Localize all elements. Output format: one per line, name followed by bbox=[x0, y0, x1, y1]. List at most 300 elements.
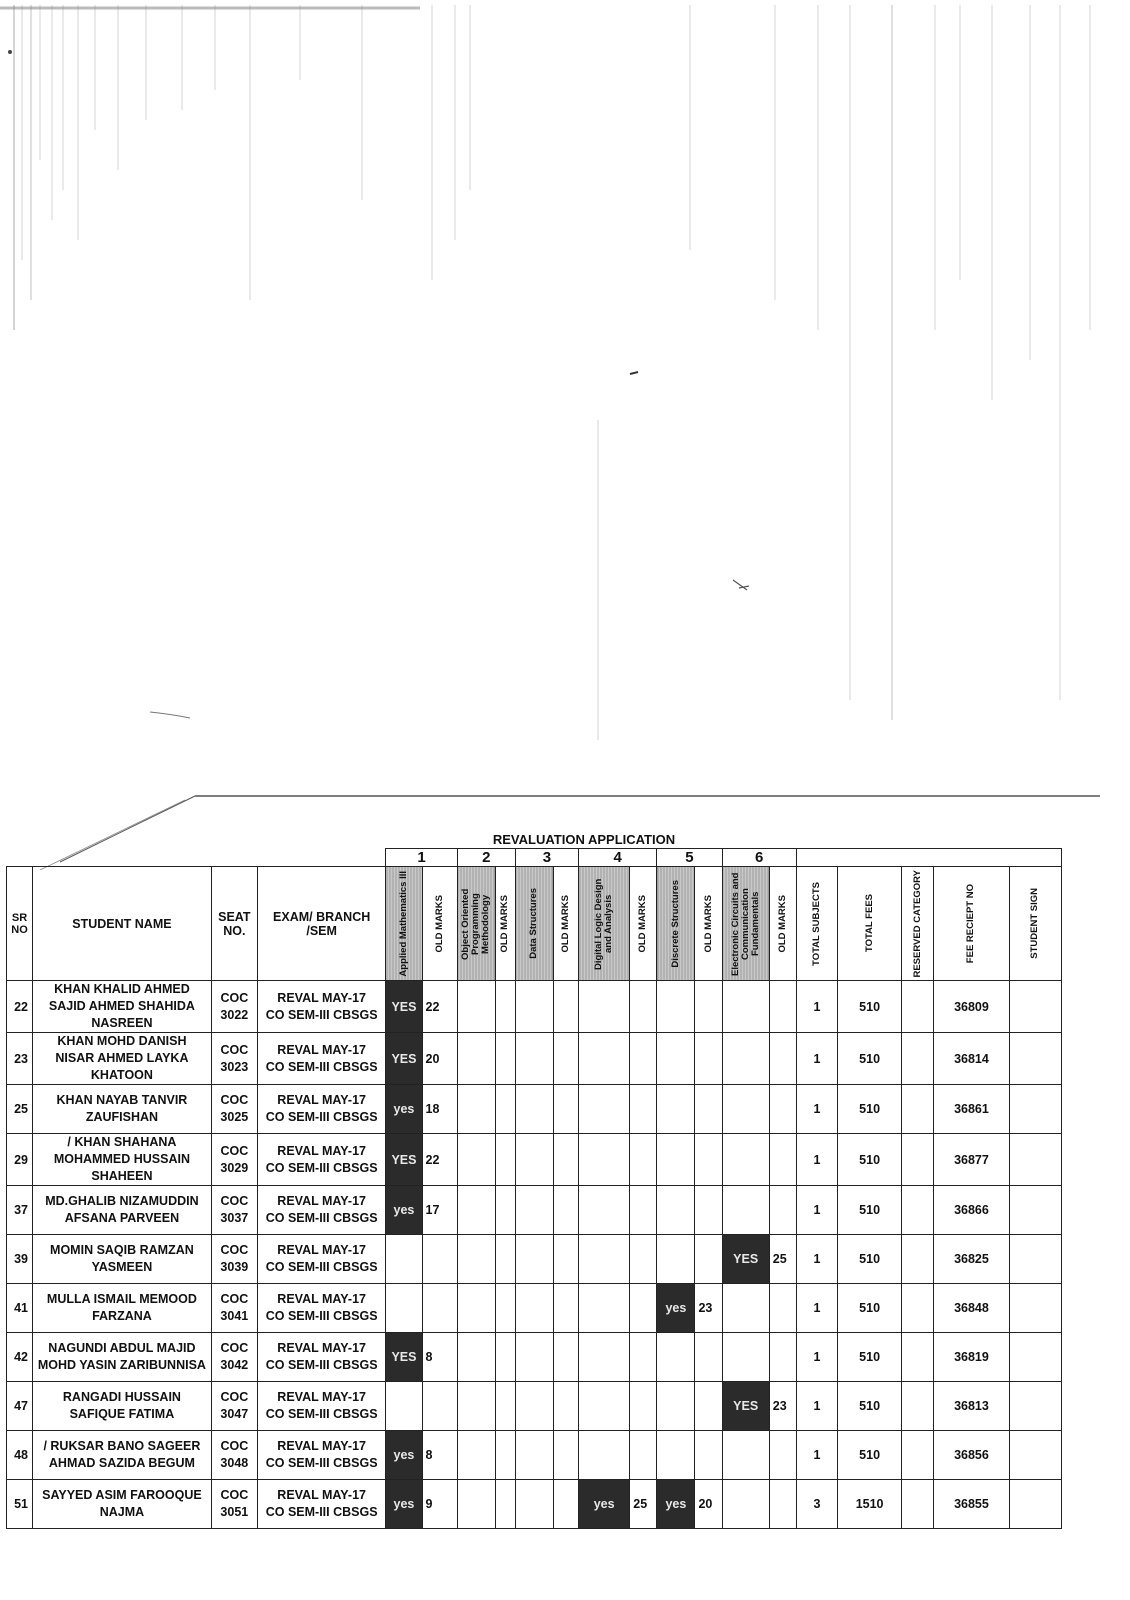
total-subjects: 3 bbox=[796, 1480, 837, 1529]
fee-receipt-no: 36825 bbox=[934, 1235, 1009, 1284]
subject-4-old-marks bbox=[630, 1033, 657, 1085]
seat-no bbox=[211, 1382, 257, 1431]
subject-3-applied bbox=[515, 1480, 553, 1529]
subject-1-old-marks: 8 bbox=[422, 1431, 457, 1480]
fee-receipt-no: 36877 bbox=[934, 1134, 1009, 1186]
seat-no bbox=[211, 1333, 257, 1382]
student-name-line: NASREEN bbox=[91, 1016, 153, 1030]
fee-receipt-no: 36814 bbox=[934, 1033, 1009, 1085]
student-sign bbox=[1009, 1480, 1061, 1529]
reserved-category bbox=[902, 1134, 934, 1186]
student-name-line: KHATOON bbox=[90, 1068, 153, 1082]
exam-line: CO SEM-III CBSGS bbox=[265, 1260, 378, 1274]
student-name bbox=[33, 981, 212, 1033]
revaluation-table bbox=[6, 848, 1062, 1529]
sr-no: 47 bbox=[7, 1382, 33, 1431]
header-old-marks: OLD MARKS bbox=[495, 867, 515, 981]
subject-1-applied: YES bbox=[386, 1033, 422, 1085]
seat-no bbox=[211, 1235, 257, 1284]
total-subjects: 1 bbox=[796, 1333, 837, 1382]
subject-2-applied bbox=[457, 1235, 495, 1284]
student-sign bbox=[1009, 1235, 1061, 1284]
exam-line: CO SEM-III CBSGS bbox=[265, 1505, 378, 1519]
subject-4-applied bbox=[579, 1431, 630, 1480]
subject-4-applied bbox=[579, 1033, 630, 1085]
exam-line: REVAL MAY-17 bbox=[277, 1143, 366, 1158]
subject-1-applied: yes bbox=[386, 1431, 422, 1480]
fee-receipt-no: 36819 bbox=[934, 1333, 1009, 1382]
exam-line: CO SEM-III CBSGS bbox=[265, 1309, 378, 1323]
subject-5-applied: yes bbox=[657, 1480, 695, 1529]
exam-line: REVAL MAY-17 bbox=[277, 1042, 366, 1057]
exam-line: CO SEM-III CBSGS bbox=[265, 1160, 378, 1175]
table-row bbox=[7, 1480, 1062, 1529]
total-fees: 510 bbox=[837, 1033, 901, 1085]
student-name bbox=[33, 1134, 212, 1186]
subject-5-applied bbox=[657, 981, 695, 1033]
header-subject-3: Data Structures bbox=[515, 867, 553, 981]
subject-2-old-marks bbox=[495, 1431, 515, 1480]
subject-4-old-marks bbox=[630, 1134, 657, 1186]
exam-line: REVAL MAY-17 bbox=[277, 990, 366, 1005]
seat-no bbox=[211, 1284, 257, 1333]
total-fees: 510 bbox=[837, 1085, 901, 1134]
seat-no-line: 3039 bbox=[220, 1260, 249, 1274]
subject-3-applied bbox=[515, 1186, 553, 1235]
subject-number: 1 bbox=[386, 849, 457, 867]
subject-6-old-marks: 23 bbox=[769, 1382, 796, 1431]
subject-6-old-marks bbox=[769, 1033, 796, 1085]
exam-line: CO SEM-III CBSGS bbox=[265, 1407, 378, 1421]
seat-no-line: COC bbox=[220, 1488, 249, 1502]
student-name bbox=[33, 1235, 212, 1284]
subject-6-old-marks bbox=[769, 1284, 796, 1333]
total-subjects: 1 bbox=[796, 981, 837, 1033]
subject-1-old-marks bbox=[422, 1235, 457, 1284]
subject-1-old-marks: 20 bbox=[422, 1033, 457, 1085]
seat-no-line: 3042 bbox=[220, 1358, 249, 1372]
subject-4-applied bbox=[579, 1284, 630, 1333]
subject-3-old-marks bbox=[553, 1382, 578, 1431]
subject-1-old-marks: 22 bbox=[422, 981, 457, 1033]
exam-branch-sem bbox=[257, 1134, 385, 1186]
student-sign bbox=[1009, 1134, 1061, 1186]
seat-no-line: COC bbox=[220, 1093, 249, 1107]
table-row bbox=[7, 1085, 1062, 1134]
student-name-line: NAGUNDI ABDUL MAJID bbox=[48, 1341, 196, 1355]
student-sign bbox=[1009, 1284, 1061, 1333]
subject-1-applied: YES bbox=[386, 981, 422, 1033]
exam-line: CO SEM-III CBSGS bbox=[265, 1110, 378, 1124]
subject-4-applied bbox=[579, 1085, 630, 1134]
table-row bbox=[7, 1033, 1062, 1085]
student-name-line: SAJID AHMED SHAHIDA bbox=[48, 999, 195, 1013]
subject-3-applied bbox=[515, 1333, 553, 1382]
total-fees: 1510 bbox=[837, 1480, 901, 1529]
exam-branch-sem bbox=[257, 1186, 385, 1235]
seat-no bbox=[211, 1431, 257, 1480]
seat-no-line: COC bbox=[220, 1243, 249, 1257]
total-fees: 510 bbox=[837, 1235, 901, 1284]
student-name-line: FARZANA bbox=[92, 1309, 152, 1323]
subject-2-old-marks bbox=[495, 1085, 515, 1134]
exam-line: REVAL MAY-17 bbox=[277, 1243, 366, 1257]
total-fees: 510 bbox=[837, 1284, 901, 1333]
student-name-line: MD.GHALIB NIZAMUDDIN bbox=[45, 1194, 199, 1208]
seat-no-line: COC bbox=[220, 990, 249, 1005]
student-name bbox=[33, 1186, 212, 1235]
subject-3-old-marks bbox=[553, 1085, 578, 1134]
student-name-line: KHAN NAYAB TANVIR bbox=[56, 1093, 188, 1107]
exam-branch-sem bbox=[257, 1431, 385, 1480]
seat-no-line: 3041 bbox=[220, 1309, 249, 1323]
subject-5-applied bbox=[657, 1033, 695, 1085]
student-name-line: / KHAN SHAHANA bbox=[67, 1135, 177, 1149]
subject-1-applied bbox=[386, 1284, 422, 1333]
student-name-line: NISAR AHMED LAYKA bbox=[55, 1051, 189, 1065]
subject-1-old-marks: 17 bbox=[422, 1186, 457, 1235]
subject-4-old-marks bbox=[630, 1382, 657, 1431]
seat-no bbox=[211, 981, 257, 1033]
subject-5-old-marks: 23 bbox=[695, 1284, 722, 1333]
subject-2-old-marks bbox=[495, 1382, 515, 1431]
student-name-line: NAJMA bbox=[99, 1505, 145, 1519]
subject-2-applied bbox=[457, 1284, 495, 1333]
subject-5-applied bbox=[657, 1085, 695, 1134]
exam-branch-sem bbox=[257, 981, 385, 1033]
subject-3-applied bbox=[515, 1382, 553, 1431]
subject-3-applied bbox=[515, 1431, 553, 1480]
total-subjects: 1 bbox=[796, 1033, 837, 1085]
subject-3-old-marks bbox=[553, 1333, 578, 1382]
header-exam-branch-sem: EXAM/ BRANCH /SEM bbox=[257, 867, 385, 981]
subject-4-old-marks bbox=[630, 1431, 657, 1480]
subject-1-old-marks bbox=[422, 1284, 457, 1333]
subject-2-applied bbox=[457, 1033, 495, 1085]
header-sr-no: SR NO bbox=[7, 867, 33, 981]
subject-1-old-marks: 9 bbox=[422, 1480, 457, 1529]
subject-2-old-marks bbox=[495, 1284, 515, 1333]
subject-5-old-marks bbox=[695, 1186, 722, 1235]
student-name bbox=[33, 1085, 212, 1134]
subject-number: 3 bbox=[515, 849, 578, 867]
seat-no-line: COC bbox=[220, 1390, 249, 1404]
student-name bbox=[33, 1284, 212, 1333]
table-row bbox=[7, 981, 1062, 1033]
subject-6-old-marks bbox=[769, 1085, 796, 1134]
seat-no-line: 3025 bbox=[220, 1110, 249, 1124]
student-name-line: SHAHEEN bbox=[91, 1169, 153, 1183]
header-row bbox=[7, 867, 1062, 981]
subject-6-applied: YES bbox=[722, 1382, 769, 1431]
subject-1-applied: yes bbox=[386, 1186, 422, 1235]
reserved-category bbox=[902, 1186, 934, 1235]
subject-3-old-marks bbox=[553, 981, 578, 1033]
seat-no-line: 3051 bbox=[220, 1505, 249, 1519]
header-old-marks: OLD MARKS bbox=[630, 867, 657, 981]
reserved-category bbox=[902, 1431, 934, 1480]
subject-4-old-marks bbox=[630, 1235, 657, 1284]
student-name-line: SAFIQUE FATIMA bbox=[69, 1407, 175, 1421]
table-row bbox=[7, 1431, 1062, 1480]
subject-3-old-marks bbox=[553, 1284, 578, 1333]
seat-no-line: 3048 bbox=[220, 1456, 249, 1470]
subject-2-applied bbox=[457, 1186, 495, 1235]
subject-6-applied: YES bbox=[722, 1235, 769, 1284]
exam-line: CO SEM-III CBSGS bbox=[265, 1059, 378, 1074]
total-fees: 510 bbox=[837, 1431, 901, 1480]
subject-4-old-marks bbox=[630, 1085, 657, 1134]
subject-1-applied: yes bbox=[386, 1085, 422, 1134]
subject-4-old-marks bbox=[630, 981, 657, 1033]
subject-2-applied bbox=[457, 1431, 495, 1480]
reserved-category bbox=[902, 1480, 934, 1529]
header-reserved-category: RESERVED CATEGORY bbox=[902, 867, 934, 981]
subject-5-applied bbox=[657, 1235, 695, 1284]
exam-branch-sem bbox=[257, 1235, 385, 1284]
subject-3-applied bbox=[515, 1033, 553, 1085]
total-subjects: 1 bbox=[796, 1431, 837, 1480]
subject-2-old-marks bbox=[495, 1186, 515, 1235]
subject-6-old-marks bbox=[769, 1134, 796, 1186]
subject-3-old-marks bbox=[553, 1235, 578, 1284]
seat-no bbox=[211, 1186, 257, 1235]
table-row bbox=[7, 1186, 1062, 1235]
total-subjects: 1 bbox=[796, 1235, 837, 1284]
subject-2-old-marks bbox=[495, 1235, 515, 1284]
sr-no: 22 bbox=[7, 981, 33, 1033]
total-fees: 510 bbox=[837, 1134, 901, 1186]
table-row bbox=[7, 1134, 1062, 1186]
subject-5-old-marks bbox=[695, 1085, 722, 1134]
table-row bbox=[7, 1235, 1062, 1284]
student-sign bbox=[1009, 981, 1061, 1033]
subject-5-old-marks: 20 bbox=[695, 1480, 722, 1529]
exam-line: REVAL MAY-17 bbox=[277, 1390, 366, 1404]
subject-6-applied bbox=[722, 1284, 769, 1333]
header-total-subjects: TOTAL SUBJECTS bbox=[796, 867, 837, 981]
subject-5-old-marks bbox=[695, 1431, 722, 1480]
subject-6-old-marks bbox=[769, 1431, 796, 1480]
subject-5-old-marks bbox=[695, 1382, 722, 1431]
subject-5-old-marks bbox=[695, 1235, 722, 1284]
student-name-line: KHAN KHALID AHMED bbox=[54, 982, 190, 996]
header-old-marks: OLD MARKS bbox=[422, 867, 457, 981]
reserved-category bbox=[902, 1382, 934, 1431]
header-student-sign: STUDENT SIGN bbox=[1009, 867, 1061, 981]
header-old-marks: OLD MARKS bbox=[553, 867, 578, 981]
exam-branch-sem bbox=[257, 1085, 385, 1134]
sr-no: 51 bbox=[7, 1480, 33, 1529]
fee-receipt-no: 36809 bbox=[934, 981, 1009, 1033]
reserved-category bbox=[902, 1284, 934, 1333]
exam-branch-sem bbox=[257, 1033, 385, 1085]
subject-3-old-marks bbox=[553, 1431, 578, 1480]
exam-line: CO SEM-III CBSGS bbox=[265, 1456, 378, 1470]
total-subjects: 1 bbox=[796, 1382, 837, 1431]
exam-line: CO SEM-III CBSGS bbox=[265, 1358, 378, 1372]
seat-no bbox=[211, 1033, 257, 1085]
subject-1-applied: yes bbox=[386, 1480, 422, 1529]
number-row-spacer-right bbox=[796, 849, 1061, 867]
student-name bbox=[33, 1033, 212, 1085]
seat-no-line: COC bbox=[220, 1439, 249, 1453]
exam-line: CO SEM-III CBSGS bbox=[265, 1007, 378, 1022]
table-body bbox=[7, 981, 1062, 1529]
reserved-category bbox=[902, 1235, 934, 1284]
subject-6-applied bbox=[722, 1333, 769, 1382]
header-subject-1: Applied Mathematics III bbox=[386, 867, 422, 981]
subject-1-old-marks bbox=[422, 1382, 457, 1431]
subject-number: 6 bbox=[722, 849, 796, 867]
student-name-line: MOHAMMED HUSSAIN bbox=[53, 1152, 190, 1166]
total-subjects: 1 bbox=[796, 1284, 837, 1333]
fee-receipt-no: 36813 bbox=[934, 1382, 1009, 1431]
header-fee-receipt-no: FEE RECIEPT NO bbox=[934, 867, 1009, 981]
subject-5-applied bbox=[657, 1431, 695, 1480]
seat-no bbox=[211, 1085, 257, 1134]
sr-no: 29 bbox=[7, 1134, 33, 1186]
subject-5-old-marks bbox=[695, 981, 722, 1033]
subject-1-applied: YES bbox=[386, 1333, 422, 1382]
fee-receipt-no: 36866 bbox=[934, 1186, 1009, 1235]
subject-2-old-marks bbox=[495, 1134, 515, 1186]
subject-5-old-marks bbox=[695, 1333, 722, 1382]
sr-no: 48 bbox=[7, 1431, 33, 1480]
reserved-category bbox=[902, 1033, 934, 1085]
student-name-line: KHAN MOHD DANISH bbox=[57, 1034, 187, 1048]
subject-4-old-marks bbox=[630, 1333, 657, 1382]
seat-no bbox=[211, 1134, 257, 1186]
subject-6-old-marks bbox=[769, 981, 796, 1033]
student-sign bbox=[1009, 1382, 1061, 1431]
subject-3-old-marks bbox=[553, 1480, 578, 1529]
subject-5-old-marks bbox=[695, 1134, 722, 1186]
student-name-line: YASMEEN bbox=[91, 1260, 153, 1274]
fee-receipt-no: 36861 bbox=[934, 1085, 1009, 1134]
table-row bbox=[7, 1333, 1062, 1382]
student-name-line: / RUKSAR BANO SAGEER bbox=[43, 1439, 201, 1453]
subject-5-applied: yes bbox=[657, 1284, 695, 1333]
header-old-marks: OLD MARKS bbox=[769, 867, 796, 981]
subject-1-applied bbox=[386, 1235, 422, 1284]
subject-3-applied bbox=[515, 1085, 553, 1134]
header-subject-5: Discrete Structures bbox=[657, 867, 695, 981]
subject-2-old-marks bbox=[495, 1480, 515, 1529]
subject-2-applied bbox=[457, 1382, 495, 1431]
subject-number: 2 bbox=[457, 849, 515, 867]
subject-6-old-marks bbox=[769, 1480, 796, 1529]
student-name-line: RANGADI HUSSAIN bbox=[62, 1390, 181, 1404]
subject-4-old-marks: 25 bbox=[630, 1480, 657, 1529]
subject-6-applied bbox=[722, 1033, 769, 1085]
subject-3-applied bbox=[515, 981, 553, 1033]
seat-no-line: 3029 bbox=[220, 1160, 249, 1175]
fee-receipt-no: 36856 bbox=[934, 1431, 1009, 1480]
subject-4-old-marks bbox=[630, 1186, 657, 1235]
exam-branch-sem bbox=[257, 1284, 385, 1333]
total-fees: 510 bbox=[837, 1333, 901, 1382]
exam-branch-sem bbox=[257, 1382, 385, 1431]
subject-6-applied bbox=[722, 1431, 769, 1480]
reserved-category bbox=[902, 1333, 934, 1382]
exam-line: REVAL MAY-17 bbox=[277, 1439, 366, 1453]
student-sign bbox=[1009, 1431, 1061, 1480]
subject-6-applied bbox=[722, 1186, 769, 1235]
document-title: REVALUATION APPLICATION bbox=[492, 832, 676, 847]
header-seat-no: SEAT NO. bbox=[211, 867, 257, 981]
subject-4-applied bbox=[579, 1333, 630, 1382]
scan-streaks bbox=[0, 0, 1130, 760]
table-row bbox=[7, 1382, 1062, 1431]
header-subject-2: Object Oriented Programming Methodology bbox=[457, 867, 495, 981]
seat-no-line: 3047 bbox=[220, 1407, 249, 1421]
subject-3-old-marks bbox=[553, 1134, 578, 1186]
subject-4-applied bbox=[579, 981, 630, 1033]
subject-3-old-marks bbox=[553, 1186, 578, 1235]
student-name-line: SAYYED ASIM FAROOQUE bbox=[42, 1488, 202, 1502]
reserved-category bbox=[902, 1085, 934, 1134]
sr-no: 42 bbox=[7, 1333, 33, 1382]
seat-no-line: 3023 bbox=[220, 1059, 249, 1074]
sr-no: 25 bbox=[7, 1085, 33, 1134]
header-subject-6: Electronic Circuits and Communication Fundamentals bbox=[722, 867, 769, 981]
exam-line: REVAL MAY-17 bbox=[277, 1292, 366, 1306]
table-row bbox=[7, 1284, 1062, 1333]
seat-no-line: COC bbox=[220, 1341, 249, 1355]
total-subjects: 1 bbox=[796, 1085, 837, 1134]
header-subject-4: Digital Logic Design and Analysis bbox=[579, 867, 630, 981]
seat-no-line: COC bbox=[220, 1042, 249, 1057]
sr-no: 37 bbox=[7, 1186, 33, 1235]
student-name-line: ZAUFISHAN bbox=[85, 1110, 159, 1124]
subject-3-old-marks bbox=[553, 1033, 578, 1085]
reserved-category bbox=[902, 981, 934, 1033]
seat-no-line: 3022 bbox=[220, 1007, 249, 1022]
subject-2-old-marks bbox=[495, 1333, 515, 1382]
subject-4-applied bbox=[579, 1382, 630, 1431]
exam-line: REVAL MAY-17 bbox=[277, 1093, 366, 1107]
header-old-marks: OLD MARKS bbox=[695, 867, 722, 981]
subject-3-applied bbox=[515, 1235, 553, 1284]
seat-no-line: COC bbox=[220, 1143, 249, 1158]
exam-line: REVAL MAY-17 bbox=[277, 1488, 366, 1502]
header-student-name: STUDENT NAME bbox=[33, 867, 212, 981]
total-subjects: 1 bbox=[796, 1186, 837, 1235]
student-name bbox=[33, 1382, 212, 1431]
subject-1-old-marks: 22 bbox=[422, 1134, 457, 1186]
header-total-fees: TOTAL FEES bbox=[837, 867, 901, 981]
total-fees: 510 bbox=[837, 1382, 901, 1431]
subject-1-applied bbox=[386, 1382, 422, 1431]
student-name-line: MULLA ISMAIL MEMOOD bbox=[46, 1292, 197, 1306]
subject-4-old-marks bbox=[630, 1284, 657, 1333]
subject-4-applied bbox=[579, 1134, 630, 1186]
student-sign bbox=[1009, 1085, 1061, 1134]
subject-number: 4 bbox=[579, 849, 657, 867]
subject-number-row bbox=[7, 849, 1062, 867]
subject-2-applied bbox=[457, 1333, 495, 1382]
student-sign bbox=[1009, 1033, 1061, 1085]
total-subjects: 1 bbox=[796, 1134, 837, 1186]
seat-no-line: COC bbox=[220, 1194, 249, 1208]
student-name-line: AFSANA PARVEEN bbox=[64, 1211, 180, 1225]
subject-6-applied bbox=[722, 1480, 769, 1529]
subject-4-applied: yes bbox=[579, 1480, 630, 1529]
subject-4-applied bbox=[579, 1235, 630, 1284]
subject-2-applied bbox=[457, 1480, 495, 1529]
fee-receipt-no: 36848 bbox=[934, 1284, 1009, 1333]
